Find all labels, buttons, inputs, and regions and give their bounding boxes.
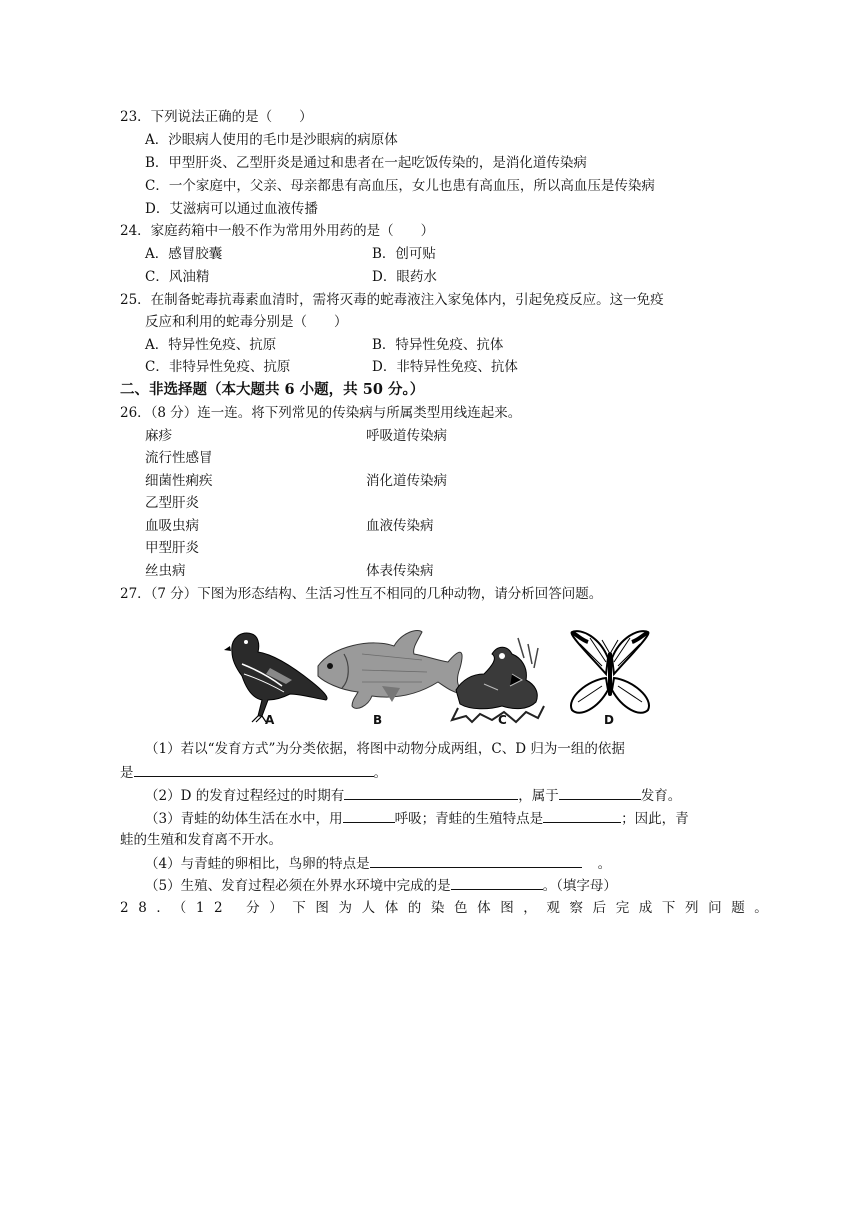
q26-type: 体表传染病 [366,563,434,579]
frog-image [452,638,544,722]
q27-part4 [145,854,611,873]
q26-disease: 流行性感冒 [145,450,213,466]
q26-disease: 乙型肝炎 [145,495,199,511]
q27-part5-text: （5）生殖、发育过程必须在外界水环境中完成的是 [145,878,451,894]
q26-disease: 甲型肝炎 [145,540,199,556]
q27-stem: 27．（7 分）下图为形态结构、生活习性互不相同的几种动物，请分析回答问题。 [120,586,603,602]
q27-part5-text: 。（填字母） [542,878,617,894]
q27-part3-text: 呼吸；青蛙的生殖特点是 [394,811,544,827]
q25-option-d: D．非特异性免疫、抗体 [372,359,518,375]
q25-option-b: B．特异性免疫、抗体 [372,337,504,353]
answer-blank[interactable] [134,763,374,777]
q27-part1-text: 是 [120,765,134,781]
q27-part3-line1 [145,809,689,828]
q23-option-d: D．艾滋病可以通过血液传播 [145,201,318,217]
q26-type: 消化道传染病 [366,473,447,489]
q27-part2 [145,786,681,805]
q26-type: 呼吸道传染病 [366,428,447,444]
animals-figure [222,624,662,730]
section-heading: 二、非选择题（本大题共 6 小题，共 50 分。） [120,381,425,398]
q24-option-c: C．风油精 [145,269,210,285]
answer-blank[interactable] [343,809,395,823]
q24-stem: 24．家庭药箱中一般不作为常用外用药的是（ ） [120,223,435,239]
q27-part1-line2 [120,763,387,782]
q24-option-b: B．创可贴 [372,246,436,262]
q27-part3-text: （3）青蛙的幼体生活在水中，用 [145,811,343,827]
q27-part2-text: 发育。 [640,788,682,804]
q27-part2-text: （2）D 的发育过程经过的时期有 [145,788,345,804]
q23-option-b: B．甲型肝炎、乙型肝炎是通过和患者在一起吃饭传染的，是消化道传染病 [145,155,587,171]
answer-blank[interactable] [559,786,641,800]
q27-part1-line1: （1）若以“发育方式”为分类依据，将图中动物分成两组，C、D 归为一组的依据 [145,741,625,757]
q26-type: 血液传染病 [366,518,434,534]
answer-blank[interactable] [370,854,582,868]
q26-disease: 细菌性痢疾 [145,473,213,489]
q23-option-a: A．沙眼病人使用的毛巾是沙眼病的病原体 [145,132,398,148]
q27-part2-text: ，属于 [518,788,559,804]
q23-stem: 23．下列说法正确的是（ ） [120,109,313,125]
pigeon-image [224,633,327,722]
q25-option-c: C．非特异性免疫、抗原 [145,359,291,375]
figure-label-b: B [373,713,383,727]
q27-part3-line2: 蛙的生殖和发育离不开水。 [120,832,282,848]
q24-option-a: A．感冒胶囊 [145,246,223,262]
q28-stem: 28．（12 分）下图为人体的染色体图，观察后完成下列问题。 [120,900,778,916]
q26-disease: 血吸虫病 [145,518,199,534]
figure-label-c: C [498,713,507,727]
q27-part1-period: 。 [373,765,387,781]
q27-part4-period: 。 [597,856,612,872]
answer-blank[interactable] [543,809,621,823]
fish-image [318,631,464,709]
q26-disease: 丝虫病 [145,563,186,579]
answer-blank[interactable] [344,786,518,800]
answer-blank[interactable] [451,876,543,890]
q25-option-a: A．特异性免疫、抗原 [145,337,277,353]
butterfly-image [571,631,649,713]
q27-part4-text: （4）与青蛙的卵相比，鸟卵的特点是 [145,856,370,872]
q26-disease: 麻疹 [145,428,172,444]
figure-label-d: D [604,713,614,727]
figure-label-a: A [265,713,275,727]
q23-option-c: C．一个家庭中，父亲、母亲都患有高血压，女儿也患有高血压，所以高血压是传染病 [145,178,655,194]
q27-part3-text: ；因此，青 [621,811,689,827]
q24-option-d: D．眼药水 [372,269,437,285]
q25-stem-line2: 反应和利用的蛇毒分别是（ ） [145,314,348,330]
q26-stem: 26．（8 分）连一连。将下列常见的传染病与所属类型用线连起来。 [120,405,522,421]
q27-part5 [145,876,617,895]
q25-stem-line1: 25．在制备蛇毒抗毒素血清时，需将灭毒的蛇毒液注入家兔体内，引起免疫反应。这一免疫 [120,292,664,308]
